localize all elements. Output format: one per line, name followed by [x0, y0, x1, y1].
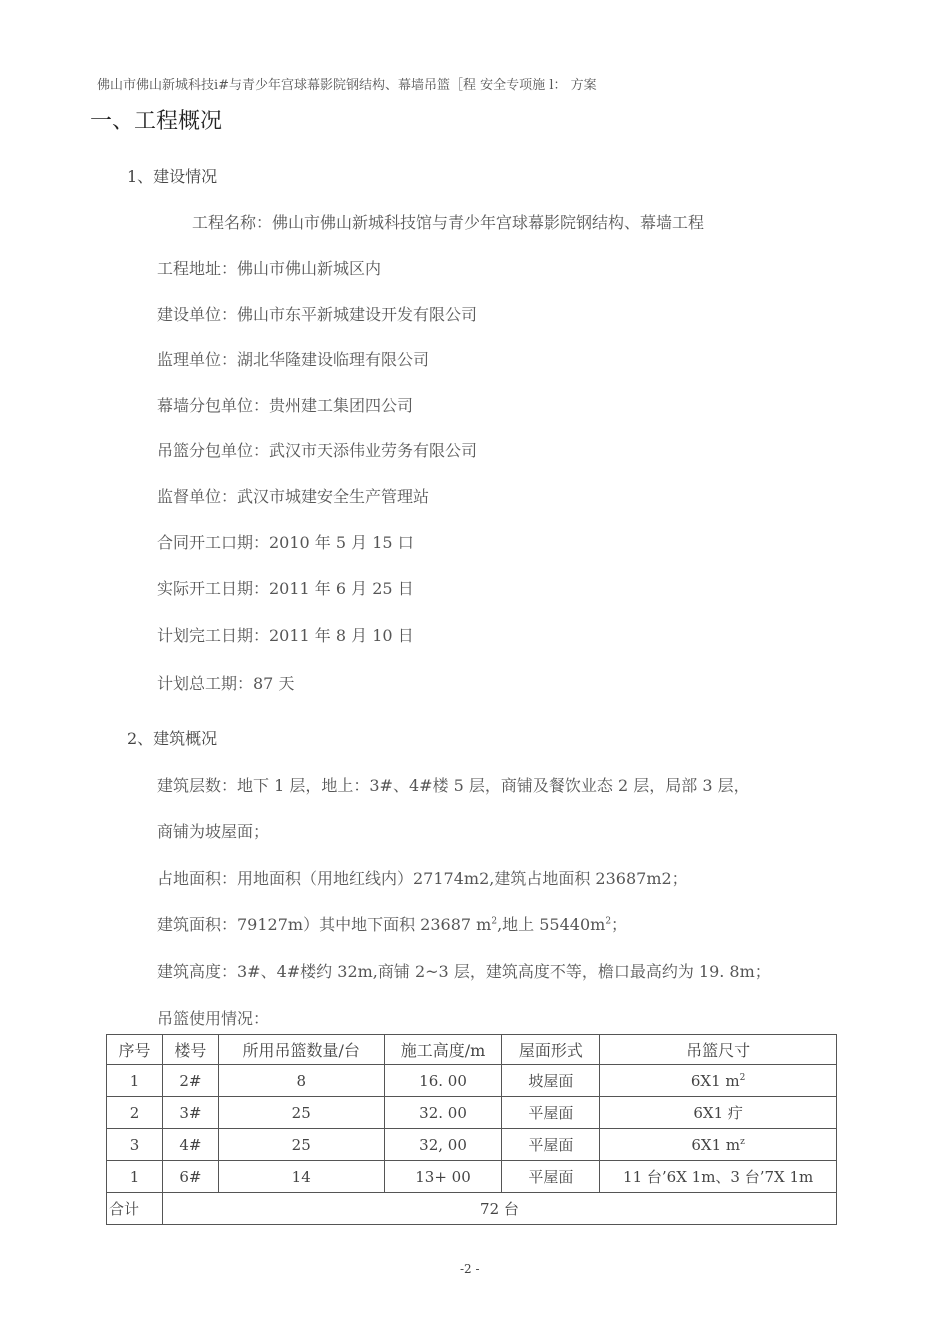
table-cell: 14	[218, 1161, 384, 1193]
actual-start-date: 实际开工日期：2011 年 6 月 25 日	[157, 579, 414, 598]
table-cell: 11 台’6X 1m、3 台’7X 1m	[600, 1161, 837, 1193]
project-name: 工程名称：佛山市佛山新城科技馆与青少年宫球幕影院钢结构、幕墙工程	[192, 213, 705, 232]
building-floors: 建筑层数：地下 1 层，地上：3#、4#楼 5 层，商铺及餐饮业态 2 层，局部 3 层，	[157, 776, 750, 795]
table-cell: 6#	[162, 1161, 218, 1193]
header-cell: 施工高度/m	[384, 1035, 502, 1065]
table-cell: 32. 00	[384, 1097, 502, 1129]
basket-subcontractor: 吊篮分包单位：武汉市天添伟业劳务有限公司	[157, 441, 478, 460]
total-duration: 计划总工期：87 天	[157, 674, 295, 693]
project-address: 工程地址：佛山市佛山新城区内	[157, 259, 382, 278]
table-cell: 平屋面	[502, 1161, 600, 1193]
header-cell: 所用吊篮数量/台	[218, 1035, 384, 1065]
table-cell: 平屋面	[502, 1097, 600, 1129]
table-cell: 32, 00	[384, 1129, 502, 1161]
building-floors-cont: 商铺为坡屋面；	[157, 822, 270, 841]
table-cell: 3	[107, 1129, 163, 1161]
table-cell: 2#	[162, 1065, 218, 1097]
table-cell: 6X1 $m^z$	[600, 1129, 837, 1161]
table-row	[107, 1097, 837, 1129]
page-header: 佛山市佛山新城科技i#与青少年宫球幕影院钢结构、幕墙吊篮［程 安全专项施 l： 方案	[97, 78, 597, 93]
supervisor-unit: 监理单位：湖北华隆建设临理有限公司	[157, 350, 430, 369]
table-header-row	[107, 1035, 837, 1065]
building-height: 建筑高度：3#、4#楼约 32m,商铺 2~3 层，建筑高度不等，檐口最高约为 19. 8m；	[157, 962, 771, 981]
header-cell: 序号	[107, 1035, 163, 1065]
contract-start-date: 合同开工口期：2010 年 5 月 15 口	[157, 533, 414, 552]
subsection-title-construction: 1、建设情况	[127, 167, 218, 186]
table-cell: 13+ 00	[384, 1161, 502, 1193]
basket-usage-label: 吊篮使用情况：	[157, 1009, 270, 1028]
table-cell: 6X1 疔	[600, 1097, 837, 1129]
gross-floor-area: 建筑面积：79127m）其中地下面积 23687 $m^2$,地上 $55440m^2$；	[157, 915, 628, 934]
table-row	[107, 1065, 837, 1097]
land-area: 占地面积：用地面积（用地红线内）27174m2,建筑占地面积 23687m2；	[157, 869, 688, 888]
page-number: -2 -	[460, 1262, 480, 1276]
builder-unit: 建设单位：佛山市东平新城建设开发有限公司	[157, 305, 478, 324]
table-total-row	[107, 1193, 837, 1225]
table-cell: 25	[218, 1097, 384, 1129]
planned-end-date: 计划完工日期：2011 年 8 月 10 日	[157, 626, 414, 645]
subsection-title-building: 2、建筑概况	[127, 729, 218, 748]
header-cell: 屋面形式	[502, 1035, 600, 1065]
table-cell: 25	[218, 1129, 384, 1161]
table-cell: 3#	[162, 1097, 218, 1129]
total-label: 合计	[107, 1193, 163, 1225]
table-row	[107, 1129, 837, 1161]
table-cell: 16. 00	[384, 1065, 502, 1097]
table-cell: 2	[107, 1097, 163, 1129]
table-cell: 1	[107, 1065, 163, 1097]
section-title: 一、工程概况	[90, 109, 223, 134]
total-value: 72 台	[162, 1193, 836, 1225]
table-cell: 坡屋面	[502, 1065, 600, 1097]
table-cell: 1	[107, 1161, 163, 1193]
table-cell: 8	[218, 1065, 384, 1097]
curtain-subcontractor: 幕墙分包单位：贵州建工集团四公司	[157, 396, 414, 415]
oversight-unit: 监督单位：武汉市城建安全生产管理站	[157, 487, 430, 506]
header-cell: 吊篮尺寸	[600, 1035, 837, 1065]
header-cell: 楼号	[162, 1035, 218, 1065]
table-cell: 4#	[162, 1129, 218, 1161]
table-cell: 6X1 $m^2$	[600, 1065, 837, 1097]
table-cell: 平屋面	[502, 1129, 600, 1161]
table-row	[107, 1161, 837, 1193]
basket-usage-table	[106, 1034, 837, 1225]
